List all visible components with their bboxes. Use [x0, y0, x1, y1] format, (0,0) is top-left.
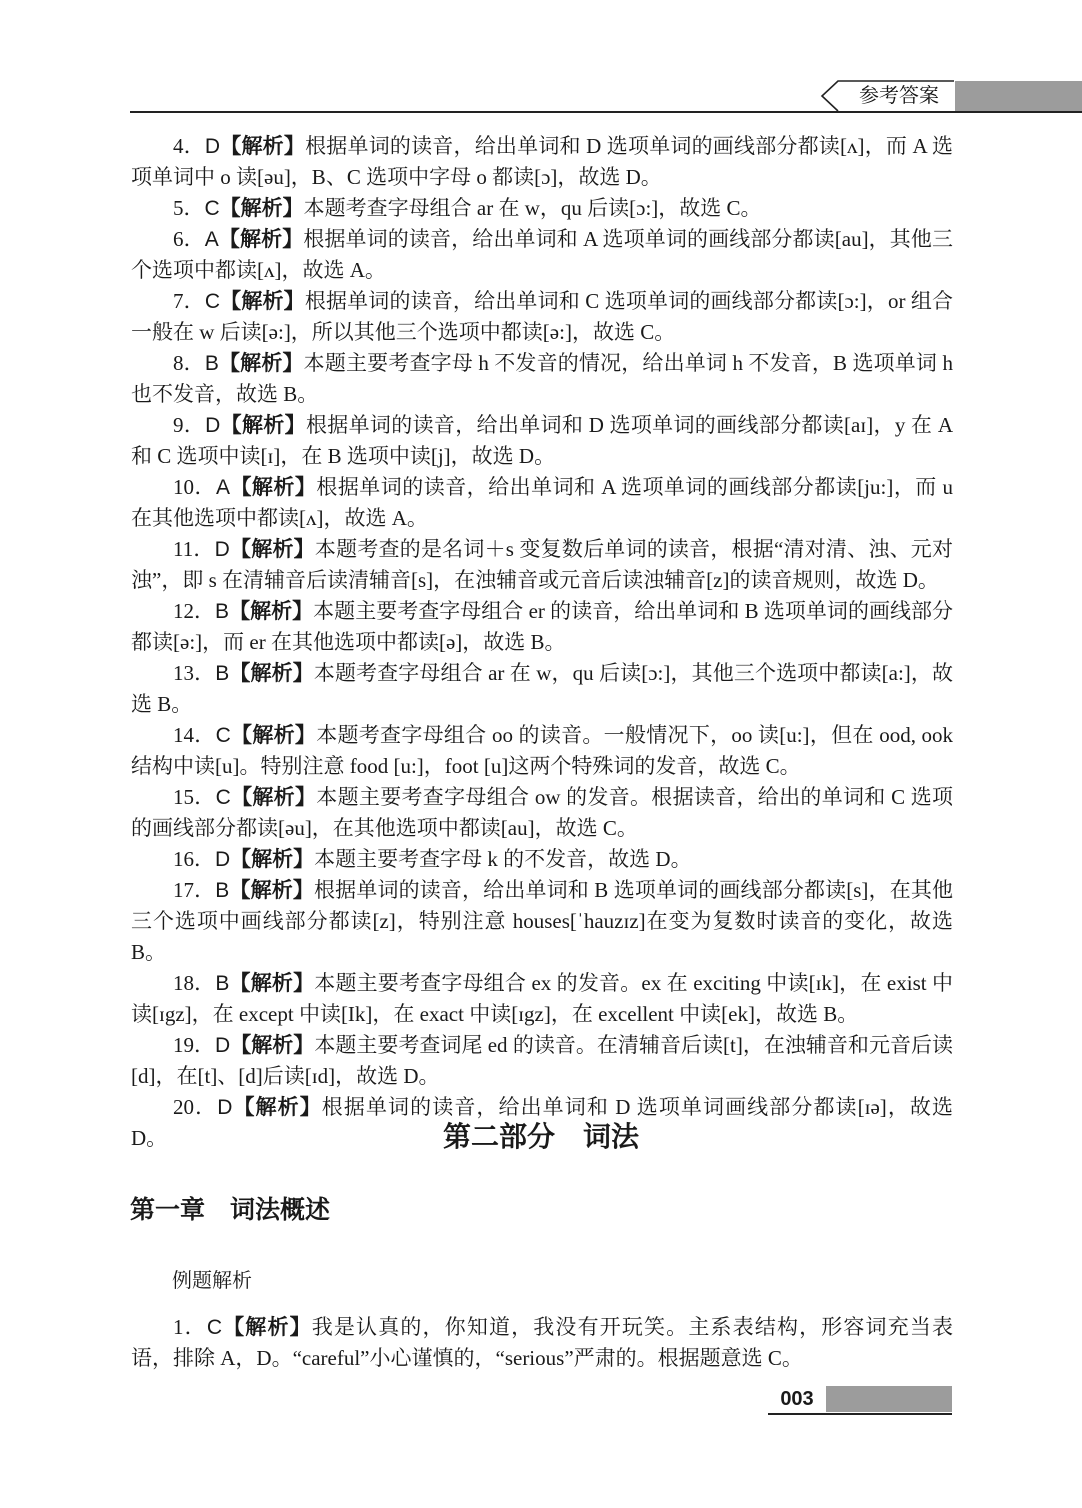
answer-item — [131, 875, 953, 968]
analysis-text: 本题主要考查字母组合 ex 的发音。ex 在 exciting 中读[ɪk]，在 exist 中读[ɪgz]，在 except 中读[Ik]，在 exact 中读[ɪgz]，在 excellent 中读[ek]，故选 B。 — [131, 971, 954, 1026]
analysis-text: 根据单词的读音，给出单词和 D 选项单词的画线部分都读[ʌ]，而 A 选项单词中 o 读[əu]，B、C 选项中字母 o 都读[ɔ]，故选 D。 — [131, 134, 954, 189]
answer-item — [131, 968, 953, 1030]
answer-choice: D — [214, 538, 230, 561]
answer-item — [131, 131, 953, 193]
answer-item — [131, 224, 953, 286]
answer-item — [131, 1030, 953, 1092]
answer-choice: B — [215, 879, 230, 902]
analysis-text: 根据单词的读音，给出单词和 C 选项单词的画线部分都读[ɔ:]，or 组合一般在 w 后读[ə:]，所以其他三个选项中都读[ə:]，故选 C。 — [131, 289, 954, 344]
answer-item — [131, 534, 953, 596]
answer-item — [131, 472, 953, 534]
analysis-tag: 【解析】 — [230, 786, 317, 809]
analysis-tag: 【解析】 — [220, 414, 306, 437]
analysis-tag: 【解析】 — [218, 352, 304, 375]
part-title: 第二部分 词法 — [442, 1121, 639, 1152]
item-number: 4． — [173, 134, 205, 158]
item-number: 17． — [173, 878, 216, 902]
answer-choice: C — [206, 1316, 222, 1339]
answer-choice: C — [215, 724, 231, 747]
item-number: 1． — [173, 1315, 207, 1339]
analysis-text: 本题考查的是名词＋s 变复数后单词的读音，根据“清对清、浊、元对浊”，即 s 在清辅音后读清辅音[s]，在浊辅音或元音后读浊辅音[z]的读音规则，故选 D。 — [131, 537, 953, 592]
analysis-tag: 【解析】 — [230, 1034, 315, 1057]
answer-item — [131, 286, 953, 348]
analysis-text: 本题主要考查字母组合 ow 的发音。根据读音，给出的单词和 C 选项的画线部分都读[əu]，在其他选项中都读[au]，故选 C。 — [131, 785, 954, 840]
answer-choice: B — [204, 352, 219, 375]
header-tab-label: 参考答案 — [859, 85, 939, 107]
answer-item — [131, 410, 953, 472]
analysis-tag: 【解析】 — [230, 724, 317, 747]
analysis-text: 本题主要考查字母 k 的不发音，故选 D。 — [314, 847, 692, 871]
item-number: 10． — [173, 475, 216, 499]
answer-choice: D — [215, 1034, 231, 1057]
analysis-text: 根据单词的读音，给出单词和 D 选项单词画线部分都读[ɪə]，故选 D。 — [131, 1095, 954, 1150]
analysis-text: 我是认真的，你知道，我没有开玩笑。主系表结构，形容词充当表语，排除 A，D。“careful”小心谨慎的，“serious”严肃的。根据题意选 C。 — [131, 1315, 954, 1370]
item-number: 13． — [173, 661, 216, 685]
analysis-tag: 【解析】 — [220, 135, 306, 158]
analysis-tag: 【解析】 — [232, 1096, 322, 1119]
page-number: 003 — [780, 1388, 814, 1410]
item-number: 12． — [173, 599, 216, 623]
analysis-tag: 【解析】 — [229, 879, 315, 902]
item-number: 6． — [173, 227, 205, 251]
answer-item — [131, 348, 953, 410]
analysis-tag: 【解析】 — [220, 290, 305, 313]
analysis-text: 本题考查字母组合 ar 在 w，qu 后读[ɔ:]，故选 C。 — [303, 196, 762, 220]
analysis-tag: 【解析】 — [229, 476, 317, 499]
item-number: 7． — [173, 289, 205, 313]
answer-item — [131, 596, 953, 658]
answer-choice: D — [217, 1096, 233, 1119]
analysis-tag: 【解析】 — [229, 972, 315, 995]
analysis-text: 根据单词的读音，给出单词和 A 选项单词的画线部分都读[au]，其他三个选项中都读[ʌ]，故选 A。 — [131, 227, 954, 282]
item-number: 16． — [173, 847, 215, 871]
answer-item — [131, 720, 953, 782]
answer-choice: C — [215, 786, 231, 809]
answer-choice: B — [215, 600, 230, 623]
answer-item — [131, 193, 953, 224]
analysis-tag: 【解析】 — [229, 662, 314, 685]
item-number: 19． — [173, 1033, 216, 1057]
answer-choice: B — [215, 972, 230, 995]
item-number: 11． — [173, 537, 215, 561]
analysis-text: 本题考查字母组合 ar 在 w，qu 后读[ɔ:]，其他三个选项中都读[a:]，故选 B。 — [131, 661, 954, 716]
answer-choice: B — [215, 662, 230, 685]
analysis-text: 本题考查字母组合 oo 的读音。一般情况下，oo 读[u:]，但在 ood, ook 结构中读[u]。特别注意 food [u:]，foot [u]这两个特殊词的发音，故选 C。 — [131, 723, 954, 778]
answer-item — [131, 658, 953, 720]
analysis-tag: 【解析】 — [230, 848, 315, 871]
footer-rule — [768, 1413, 952, 1415]
analysis-text: 本题主要考查字母组合 er 的读音，给出单词和 B 选项单词的画线部分都读[ə:]，而 er 在其他选项中都读[ə]，故选 B。 — [131, 599, 954, 654]
analysis-tag: 【解析】 — [219, 197, 304, 220]
analysis-text: 根据单词的读音，给出单词和 B 选项单词的画线部分都读[s]，在其他三个选项中画线部分都读[z]，特别注意 houses[ˈhauzɪz]在变为复数时读音的变化，故选 B。 — [131, 878, 954, 964]
analysis-tag: 【解析】 — [229, 600, 314, 623]
item-number: 5． — [173, 196, 205, 220]
item-number: 18． — [173, 971, 216, 995]
answer-item — [131, 782, 953, 844]
item-number: 15． — [173, 785, 216, 809]
analysis-text: 根据单词的读音，给出单词和 D 选项单词的画线部分都读[aɪ]，y 在 A 和 C 选项中读[ɪ]，在 B 选项中读[j]，故选 D。 — [131, 413, 953, 468]
answer-item — [131, 844, 953, 875]
analysis-text: 本题主要考查字母 h 不发音的情况，给出单词 h 不发音，B 选项单词 h 也不发音，故选 B。 — [131, 351, 953, 406]
answer-choice: D — [204, 135, 221, 158]
answer-choice: A — [215, 476, 230, 499]
analysis-tag: 【解析】 — [229, 538, 315, 561]
example-list — [131, 1312, 953, 1374]
analysis-text: 根据单词的读音，给出单词和 A 选项单词的画线部分都读[ju:]，而 u 在其他选项中都读[ʌ]，故选 A。 — [131, 475, 953, 530]
answer-choice: D — [215, 848, 231, 871]
section-label: 例题解析 — [172, 1270, 252, 1292]
header-gray-bar — [955, 81, 1082, 111]
example-item — [131, 1312, 953, 1374]
item-number: 20． — [173, 1095, 218, 1119]
answer-choice: D — [205, 414, 221, 437]
item-number: 8． — [173, 351, 205, 375]
analysis-tag: 【解析】 — [221, 1316, 312, 1339]
item-number: 14． — [173, 723, 216, 747]
answer-list — [131, 131, 953, 1154]
answer-choice: A — [204, 228, 219, 251]
analysis-tag: 【解析】 — [218, 228, 304, 251]
answer-choice: C — [204, 197, 220, 220]
header-rule — [130, 111, 1082, 113]
footer-gray-bar — [826, 1386, 952, 1412]
chapter-title: 第一章 词法概述 — [130, 1196, 331, 1224]
item-number: 9． — [173, 413, 206, 437]
analysis-text: 本题主要考查词尾 ed 的读音。在清辅音后读[t]，在浊辅音和元音后读[d]，在[t]、[d]后读[ɪd]，故选 D。 — [131, 1033, 954, 1088]
answer-choice: C — [204, 290, 220, 313]
